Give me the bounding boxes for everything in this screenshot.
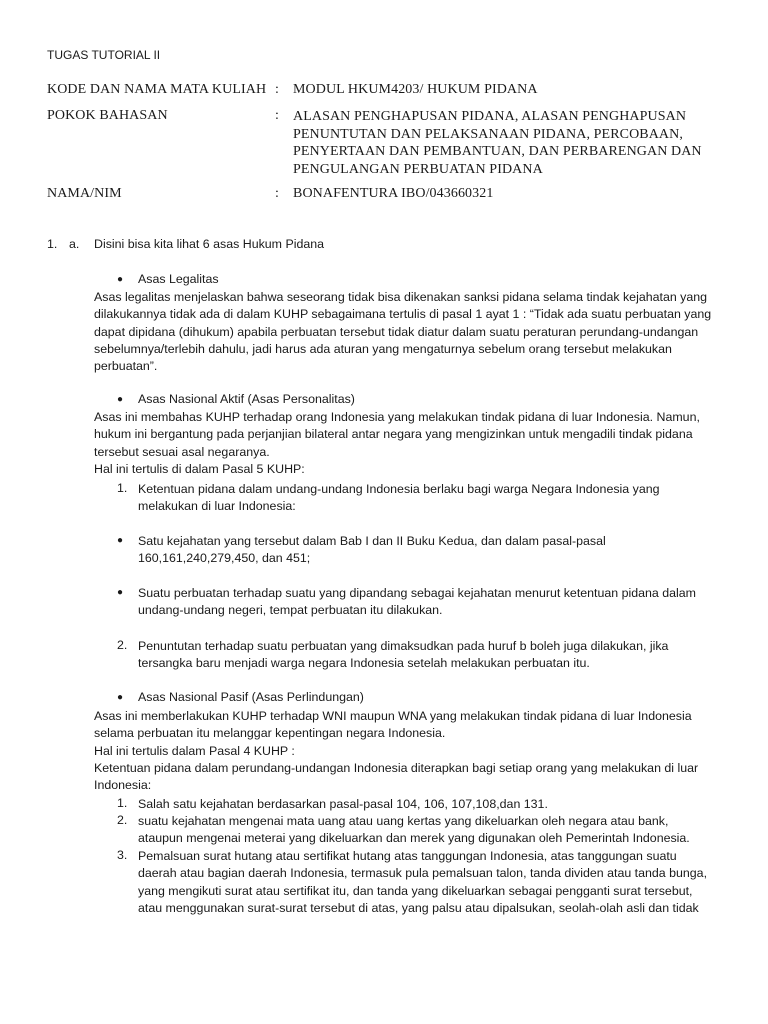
course-value: MODUL HKUM4203/ HUKUM PIDANA	[293, 82, 538, 97]
list-item-line: melakukan di luar Indonesia:	[138, 499, 296, 514]
paragraph-line: Indonesia:	[94, 778, 152, 793]
sub-bullet-item	[138, 585, 696, 620]
question-letter: a.	[69, 237, 80, 251]
topic-value	[293, 108, 702, 178]
list-number: 1.	[117, 796, 128, 810]
list-item	[138, 848, 707, 917]
paragraph-line: Hal ini tertulis di dalam Pasal 5 KUHP:	[94, 461, 305, 476]
list-item-line: Salah satu kejahatan berdasarkan pasal-pasal 104, 106, 107,108,dan 131.	[138, 797, 548, 811]
paragraph-line: dapat dipidana (dihukum) apabila perbuatan tersebut tidak diatur dalam suatu peraturan perundang-undangan	[94, 324, 699, 339]
paragraph-line: selama perbuatan itu melanggar kepentingan negara Indonesia.	[94, 726, 446, 741]
bullet-icon: ●	[117, 394, 124, 405]
list-item-line: ataupun mengenai meterai yang dikeluarkan dan merek yang digunakan oleh Pemerintah Indonesia.	[138, 831, 690, 846]
bullet-icon: ●	[117, 587, 124, 598]
list-item-line: Pemalsuan surat hutang atau sertifikat hutang atas tanggungan Indonesia, atas tanggungan suatu	[138, 849, 677, 863]
legalitas-paragraph	[94, 289, 711, 375]
list-item-line: daerah atau bagian daerah Indonesia, termasuk pula pemalsuan talon, tanda dividen atau tanda bunga,	[138, 866, 708, 881]
list-item-line: Ketentuan pidana dalam undang-undang Indonesia berlaku bagi warga Negara Indonesia yang	[138, 482, 660, 496]
aktif-paragraph	[94, 409, 700, 478]
question-number: 1.	[47, 237, 58, 251]
paragraph-line: Hal ini tertulis dalam Pasal 4 KUHP :	[94, 743, 295, 758]
list-item-line: undang-undang negeri, tempat perbuatan itu dilakukan.	[138, 603, 443, 618]
name-colon: :	[275, 186, 279, 201]
bullet-icon: ●	[117, 535, 124, 546]
list-item-line: atau menggunakan surat-surat tersebut di atas, yang palsu atau dipalsukan, seolah-olah asli dan tidak	[138, 900, 699, 915]
topic-label: POKOK BAHASAN	[47, 108, 168, 123]
paragraph-line: dilakukannya tidak ada di dalam KUHP sebagaimana tertulis di pasal 1 ayat 1 : “Tidak ada suatu perbuatan yang	[94, 307, 712, 322]
section-heading-legalitas: Asas Legalitas	[138, 272, 219, 286]
list-number: 2.	[117, 813, 128, 827]
paragraph-line: perbuatan”.	[94, 359, 158, 374]
bullet-icon: ●	[117, 274, 124, 285]
topic-line: PENUNTUTAN DAN PELAKSANAAN PIDANA, PERCOBAAN,	[293, 126, 683, 142]
list-item	[138, 481, 660, 516]
list-item-line: Suatu perbuatan terhadap suatu yang dipandang sebagai kejahatan menurut ketentuan pidana dalam	[138, 586, 697, 600]
name-value: BONAFENTURA IBO/043660321	[293, 186, 494, 201]
sub-bullet-item	[138, 533, 606, 568]
topic-line: PENYERTAAN DAN PEMBANTUAN, DAN PERBARENGAN DAN	[293, 144, 702, 159]
list-number: 2.	[117, 638, 128, 652]
document-title: TUGAS TUTORIAL II	[47, 48, 161, 62]
question-intro: Disini bisa kita lihat 6 asas Hukum Pidana	[94, 237, 325, 251]
list-item-line: Penuntutan terhadap suatu perbuatan yang dimaksudkan pada huruf b boleh juga dilakukan, jika	[138, 639, 669, 653]
list-item-line: Satu kejahatan yang tersebut dalam Bab I dan II Buku Kedua, dan dalam pasal-pasal	[138, 534, 606, 548]
list-item-line: 160,161,240,279,450, dan 451;	[138, 551, 311, 566]
paragraph-line: Asas legalitas menjelaskan bahwa seseorang tidak bisa dikenakan sanksi pidana selama tindak kejahatan yang	[94, 290, 708, 304]
paragraph-line: sebelumnya/terlebih dahulu, jadi harus ada aturan yang mengaturnya sebelum orang tersebut melakukan	[94, 341, 672, 356]
topic-line: ALASAN PENGHAPUSAN PIDANA, ALASAN PENGHAPUSAN	[293, 109, 687, 124]
name-label: NAMA/NIM	[47, 186, 122, 201]
topic-colon: :	[275, 108, 279, 123]
course-colon: :	[275, 82, 279, 97]
topic-line: PENGULANGAN PERBUATAN PIDANA	[293, 161, 543, 177]
list-item	[138, 638, 668, 673]
paragraph-line: tersebut sesuai asal negaranya.	[94, 444, 270, 459]
list-item	[138, 813, 690, 848]
course-label: KODE DAN NAMA MATA KULIAH	[47, 82, 267, 97]
list-item	[138, 796, 548, 813]
section-heading-pasif: Asas Nasional Pasif (Asas Perlindungan)	[138, 690, 364, 704]
paragraph-line: hukum ini bergantung pada perjanjian bilateral antar negara yang mengizinkan untuk mengadili tindak pidana	[94, 427, 693, 442]
list-item-line: tersangka baru menjadi warga negara Indonesia setelah melakukan perbuatan itu.	[138, 656, 590, 671]
bullet-icon: ●	[117, 692, 124, 703]
list-number: 3.	[117, 848, 128, 862]
list-item-line: yang mengikuti surat atau sertifikat itu, dan tanda yang dikeluarkan sebagai pengganti surat tersebut,	[138, 883, 693, 898]
paragraph-line: Asas ini memberlakukan KUHP terhadap WNI maupun WNA yang melakukan tindak pidana di luar Indonesia	[94, 709, 692, 723]
list-number: 1.	[117, 481, 128, 495]
pasif-paragraph	[94, 708, 698, 794]
section-heading-aktif: Asas Nasional Aktif (Asas Personalitas)	[138, 392, 355, 406]
paragraph-line: Asas ini membahas KUHP terhadap orang Indonesia yang melakukan tindak pidana di luar Indonesia. Namun,	[94, 410, 700, 424]
list-item-line: suatu kejahatan mengenai mata uang atau uang kertas yang dikeluarkan oleh negara atau bank,	[138, 814, 669, 828]
paragraph-line: Ketentuan pidana dalam perundang-undangan Indonesia diterapkan bagi setiap orang yang melakukan di luar	[94, 760, 699, 775]
